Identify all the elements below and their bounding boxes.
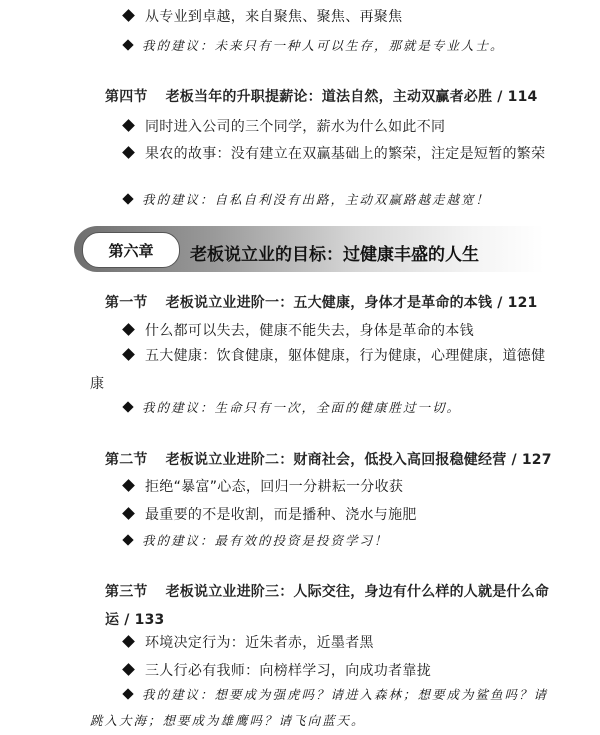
bullet-item: 拒绝“暴富”心态，回归一分耕耘一分收获: [124, 476, 403, 496]
bullet-item: 果农的故事：没有建立在双赢基础上的繁荣，注定是短暂的繁荣: [90, 140, 552, 168]
diamond-bullet-icon: [122, 663, 135, 676]
diamond-bullet-icon: [122, 348, 135, 361]
diamond-bullet-icon: [122, 146, 135, 159]
diamond-bullet-icon: [122, 688, 133, 699]
section-heading: 第三节 老板说立业进阶三：人际交往，身边有什么样的人就是什么命运 / 133: [105, 584, 550, 628]
diamond-bullet-icon: [122, 401, 133, 412]
section-heading: 第四节 老板当年的升职提薪论：道法自然，主动双赢者必胜 / 114: [105, 89, 538, 105]
advice-line: 我的建议：最有效的投资是投资学习！: [124, 531, 389, 549]
chapter-label: 第六章: [82, 232, 180, 268]
diamond-bullet-icon: [122, 479, 135, 492]
advice-line: 我的建议：想要成为强虎吗？请进入森林；想要成为鲨鱼吗？请跳入大海；想要成为雄鹰吗？请飞向蓝天。: [90, 687, 549, 728]
diamond-bullet-icon: [122, 193, 133, 204]
diamond-bullet-icon: [122, 507, 135, 520]
section-heading: 第一节 老板说立业进阶一：五大健康，身体才是革命的本钱 / 121: [105, 295, 538, 311]
bullet-item: 最重要的不是收割，而是播种、浇水与施肥: [124, 504, 417, 524]
diamond-bullet-icon: [122, 9, 135, 22]
bullet-item: 同时进入公司的三个同学，薪水为什么如此不同: [124, 116, 445, 136]
section-heading: 第二节 老板说立业进阶二：财商社会，低投入高回报稳健经营 / 127: [105, 452, 552, 468]
diamond-bullet-icon: [122, 323, 135, 336]
bullet-item: 五大健康：饮食健康，躯体健康，行为健康，心理健康，道德健康: [90, 348, 546, 392]
bullet-item: 什么都可以失去，健康不能失去，身体是革命的本钱: [124, 320, 474, 340]
advice-line: 我的建议：生命只有一次，全面的健康胜过一切。: [124, 398, 461, 416]
bullet-item: 从专业到卓越，来自聚焦、聚焦、再聚焦: [124, 6, 402, 26]
diamond-bullet-icon: [122, 534, 133, 545]
diamond-bullet-icon: [122, 119, 135, 132]
advice-line: 我的建议：未来只有一种人可以生存，那就是专业人士。: [124, 36, 505, 54]
chapter-title: 老板说立业的目标：过健康丰盛的人生: [190, 245, 479, 265]
bullet-item: 环境决定行为：近朱者赤，近墨者黑: [124, 632, 374, 652]
advice-line: 我的建议：自私自利没有出路，主动双赢路越走越宽！: [124, 190, 490, 208]
bullet-item: 三人行必有我师：向榜样学习，向成功者靠拢: [124, 660, 431, 680]
diamond-bullet-icon: [122, 635, 135, 648]
diamond-bullet-icon: [122, 39, 133, 50]
